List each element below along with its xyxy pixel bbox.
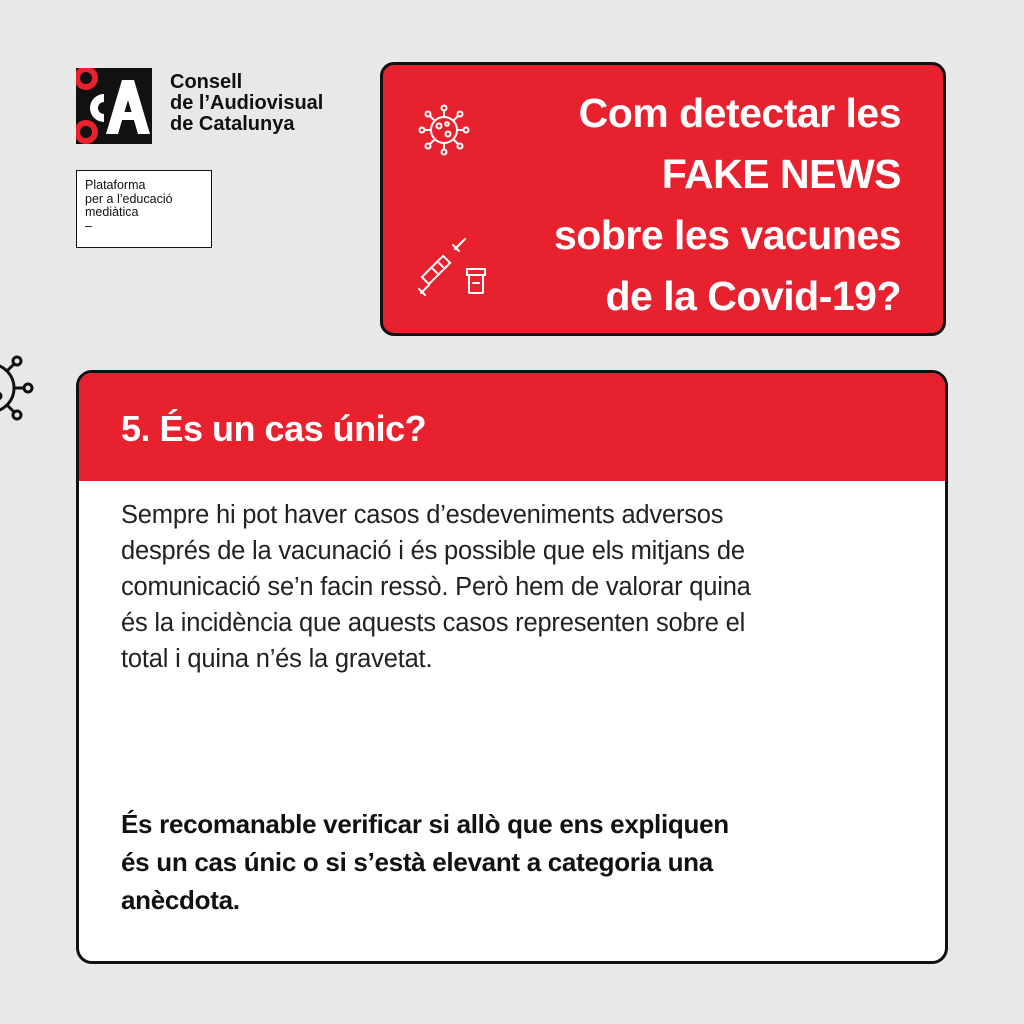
virus-icon (0, 338, 36, 438)
org-name-line: de l’Audiovisual (170, 92, 324, 114)
body-line: és la incidència que aquests casos representen sobre el (121, 609, 746, 637)
body-paragraph (121, 497, 901, 677)
card-header (79, 373, 945, 481)
title-line: de la Covid-19? (605, 273, 901, 319)
title-line: FAKE NEWS (661, 151, 901, 197)
organization-name (170, 72, 323, 135)
org-name-line: Consell (170, 71, 243, 93)
cac-logo-mark-icon (76, 68, 152, 144)
title-line: sobre les vacunes (553, 212, 901, 258)
org-name-line: de Catalunya (170, 113, 295, 135)
recommendation-line: és un cas únic o si s’està elevant a categoria una (121, 847, 713, 877)
recommendation-line: És recomanable verificar si allò que ens expliquen (121, 809, 729, 839)
body-line: comunicació se’n facin ressò. Però hem de valorar quina (121, 573, 751, 601)
cac-logo (76, 68, 152, 144)
title-card (380, 62, 946, 336)
platform-line: Plataforma (85, 178, 146, 192)
body-line: total i quina n’és la gravetat. (121, 645, 433, 673)
platform-label-box (76, 170, 212, 248)
body-line: després de la vacunació i és possible que els mitjans de (121, 537, 745, 565)
platform-line: mediàtica (85, 205, 139, 219)
virus-icon (417, 103, 471, 157)
section-heading: 5. És un cas únic? (121, 408, 427, 449)
platform-line: per a l’educació (85, 191, 173, 206)
title-line: Com detectar les (578, 90, 901, 136)
content-card (76, 370, 948, 964)
platform-line: – (85, 218, 92, 233)
recommendation-paragraph (121, 805, 901, 919)
recommendation-line: anècdota. (121, 885, 240, 915)
syringe-icon (417, 233, 489, 305)
body-line: Sempre hi pot haver casos d’esdeveniments adversos (121, 501, 724, 529)
page-title (554, 83, 901, 327)
